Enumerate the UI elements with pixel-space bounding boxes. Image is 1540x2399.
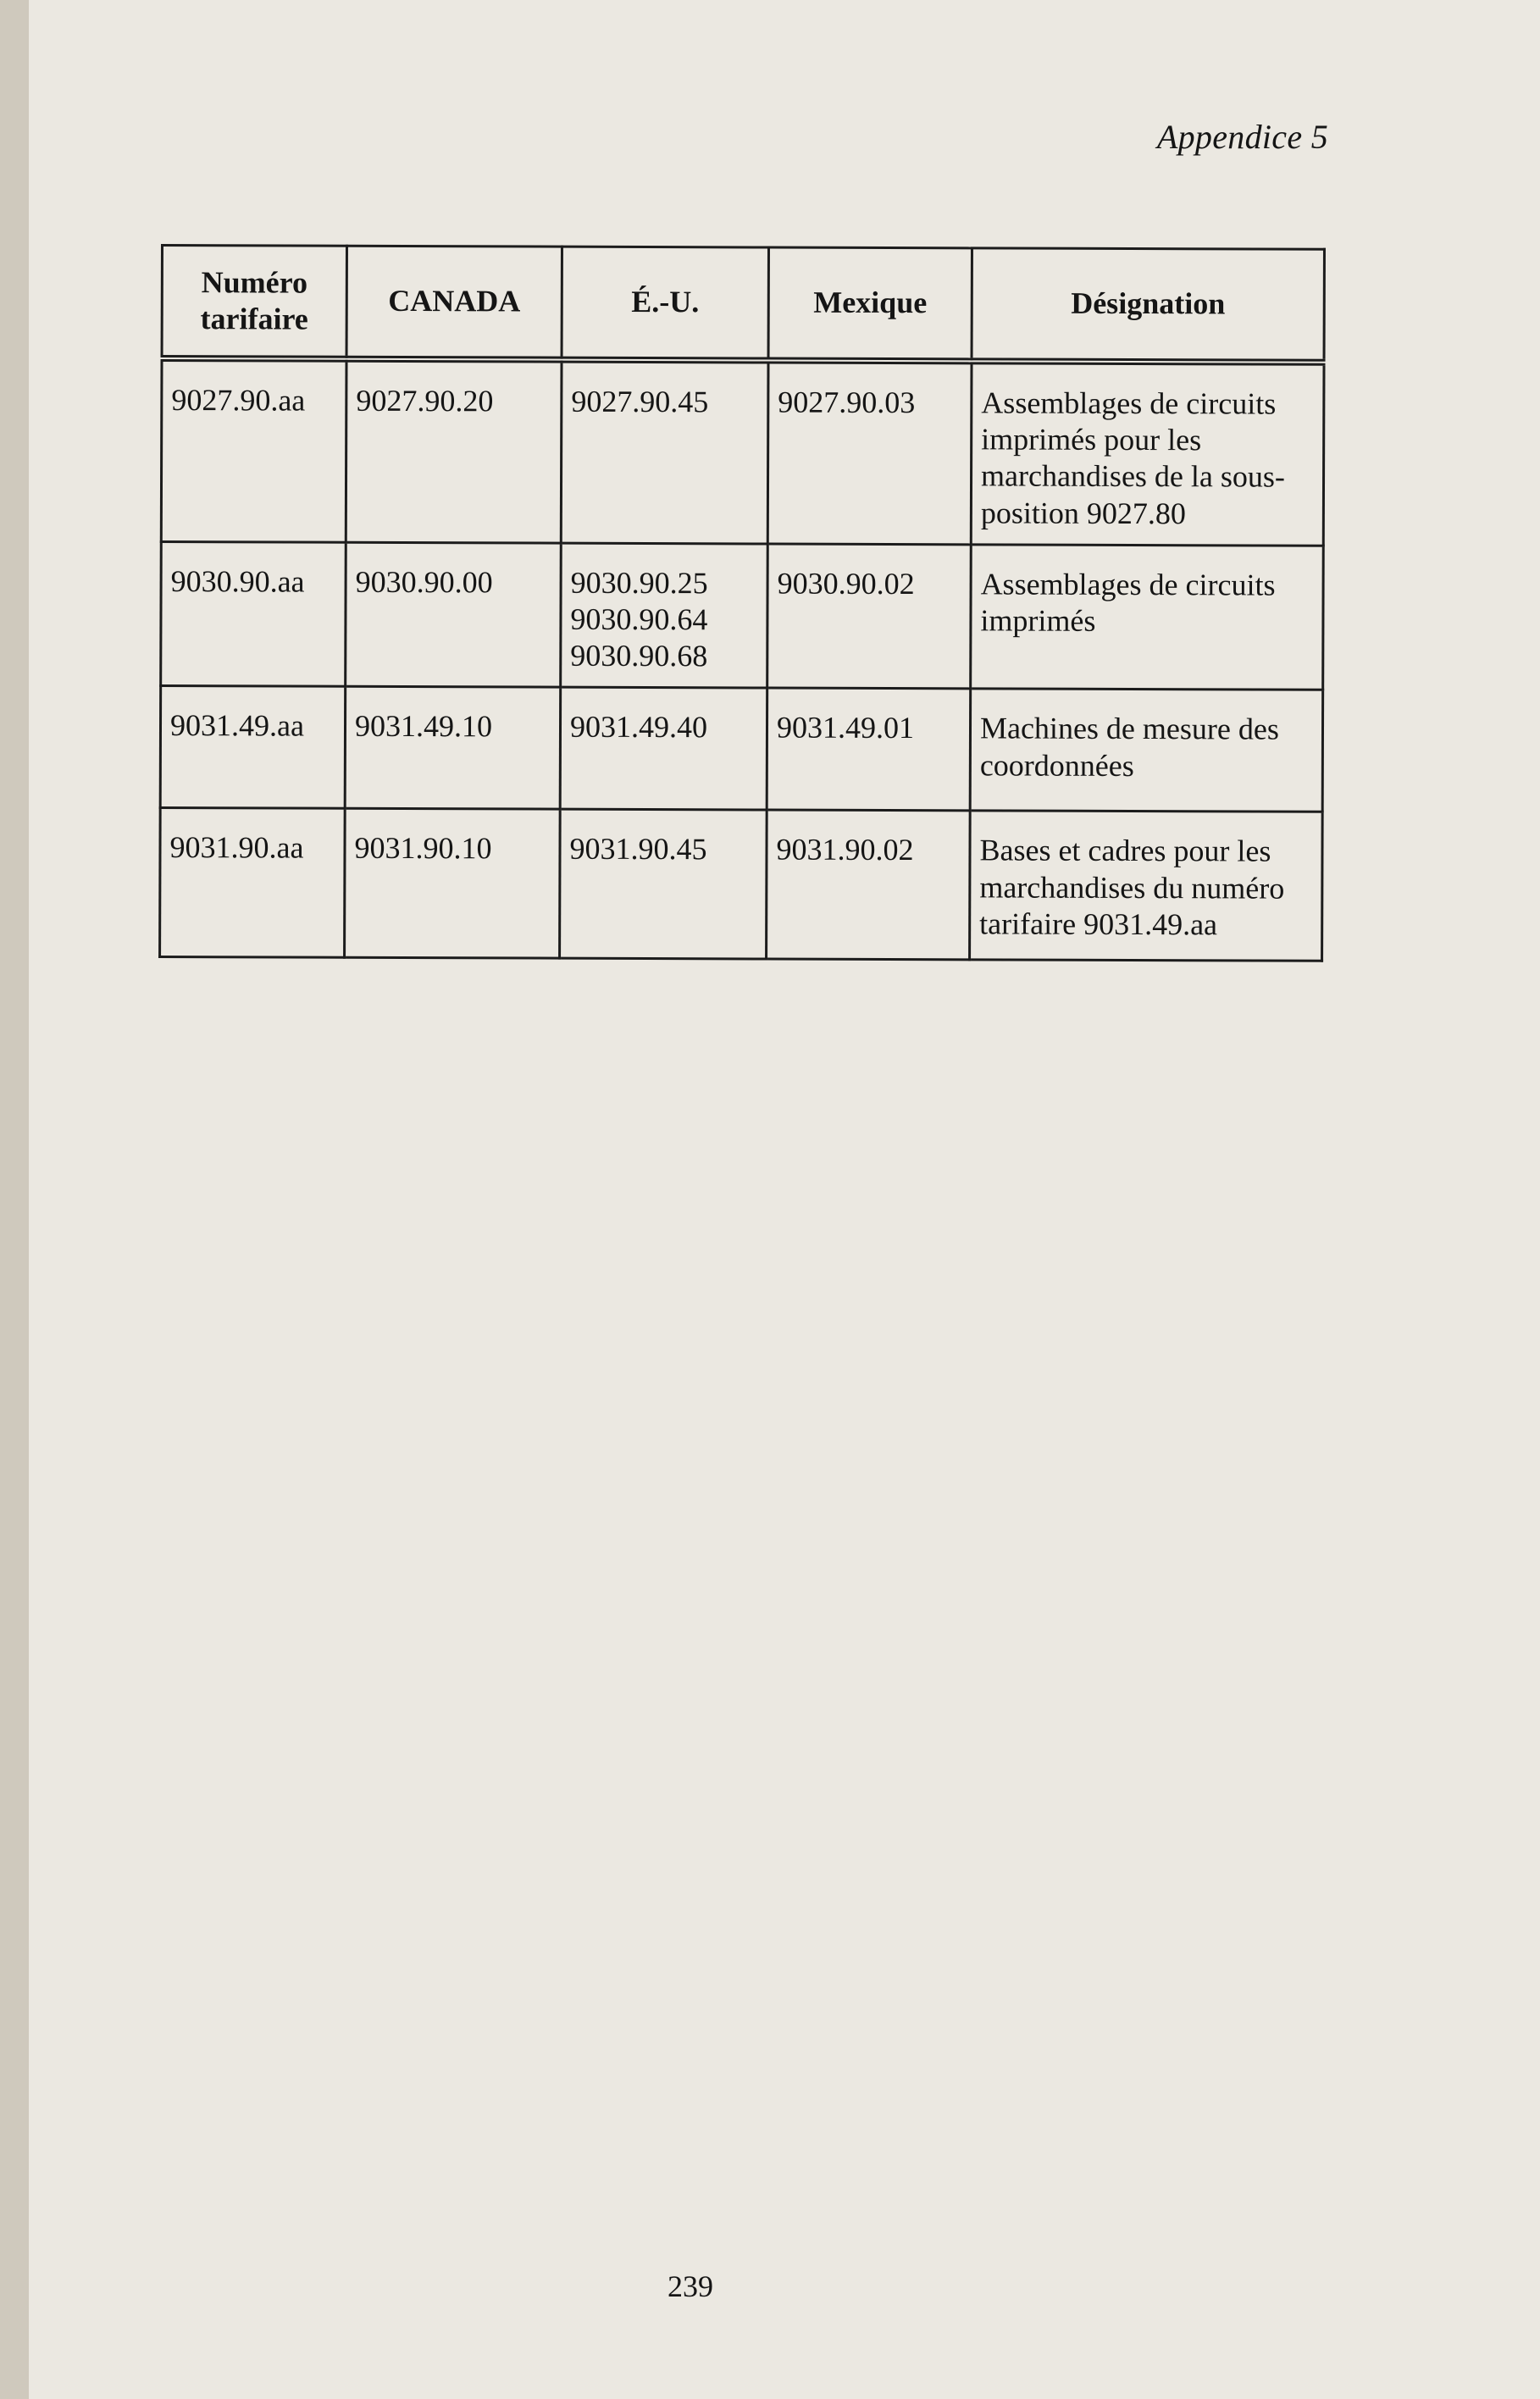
cell-mexique: 9031.49.01: [767, 688, 971, 811]
eu-code: 9031.90.45: [569, 832, 707, 867]
table-row: [161, 358, 1324, 546]
cell-designation: Assemblages de circuits imprimés pour les marchandises de la sous-position 9027.80: [971, 361, 1324, 546]
header-canada: CANADA: [346, 246, 562, 359]
header-numero-tarifaire: Numéro tarifaire: [162, 246, 346, 359]
cell-canada: 9027.90.20: [346, 359, 562, 543]
header-mexique: Mexique: [768, 247, 972, 361]
cell-mexique: 9030.90.02: [767, 544, 972, 689]
cell-eu: [561, 360, 768, 544]
cell-canada: 9031.90.10: [345, 809, 561, 959]
eu-code: 9030.90.68: [570, 638, 708, 673]
cell-designation: Assemblages de circuits imprimés: [971, 545, 1324, 690]
cell-numero: 9027.90.aa: [161, 358, 346, 542]
eu-code: 9027.90.45: [571, 384, 709, 419]
cell-mexique: 9027.90.03: [767, 361, 972, 545]
cell-numero: 9031.90.aa: [160, 808, 346, 958]
cell-eu: [560, 687, 767, 810]
header-eu: É.-U.: [562, 247, 768, 360]
page-header: Appendice 5: [1156, 118, 1328, 156]
table-row: [160, 686, 1322, 812]
cell-canada: 9030.90.00: [346, 542, 562, 687]
eu-code: 9030.90.64: [570, 601, 708, 637]
table-row: [161, 541, 1324, 690]
cell-mexique: 9031.90.02: [767, 810, 971, 960]
header-designation: Désignation: [972, 248, 1324, 363]
table-row: [160, 808, 1323, 961]
cell-numero: 9030.90.aa: [161, 541, 346, 686]
table-header-row: [162, 246, 1324, 363]
page-binding-edge: [0, 0, 29, 2399]
tariff-table: [158, 244, 1326, 962]
page-number: 239: [668, 2269, 713, 2303]
cell-eu: [561, 543, 768, 688]
cell-designation: Machines de mesure des coordonnées: [970, 689, 1323, 812]
cell-designation: Bases et cadres pour les marchandises du numéro tarifaire 9031.49.aa: [970, 811, 1323, 961]
eu-code: 9030.90.25: [570, 565, 708, 601]
cell-canada: 9031.49.10: [345, 687, 561, 810]
cell-eu: [560, 809, 767, 959]
eu-code: 9031.49.40: [569, 710, 708, 745]
cell-numero: 9031.49.aa: [160, 686, 346, 809]
